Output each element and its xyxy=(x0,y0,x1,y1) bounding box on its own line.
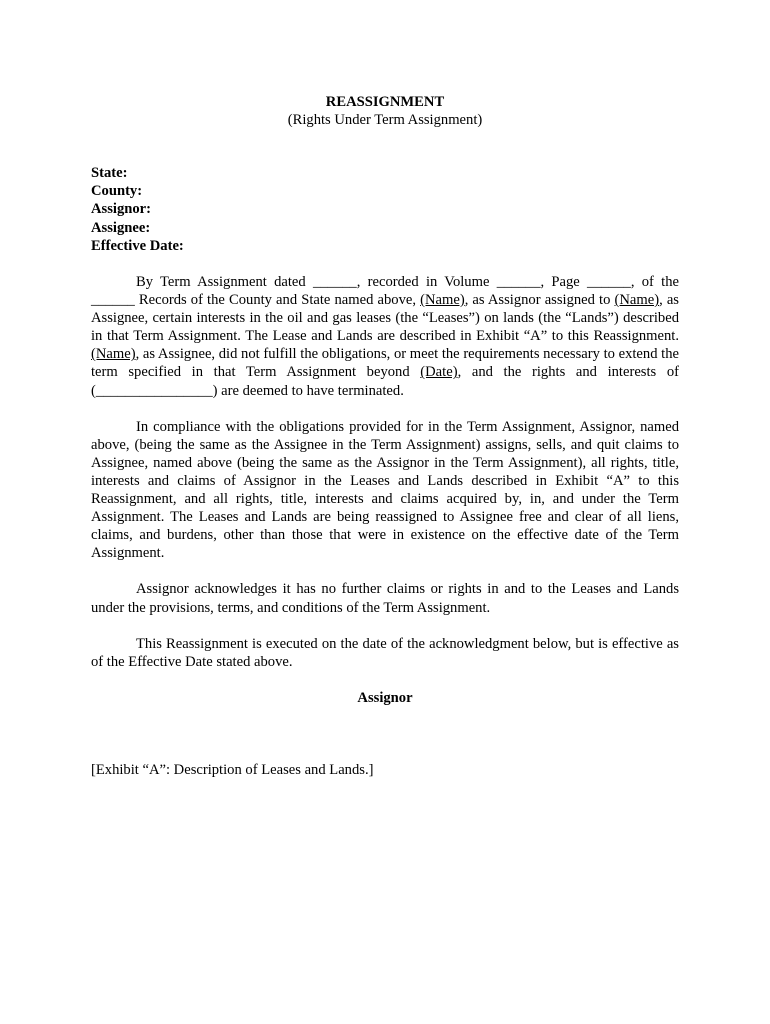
p1-text-3: , as Assignee, certain interests in the oil and gas leases (the “Leases”) on lands (the “Lands”) described in that Term Assignment. The Lease and Lands are described in Exhibit “A” to this Reassignment. xyxy=(91,292,679,345)
p1-text-2: , as Assignor assigned to xyxy=(464,292,615,309)
field-assignee: Assignee: xyxy=(91,219,151,236)
document-page xyxy=(91,93,679,793)
field-state: State: xyxy=(91,165,128,181)
p1-text-1: By Term Assignment dated ______, recorded in Volume ______, Page ______, of the ______ Records of the County and State named above, xyxy=(91,274,679,309)
p1-text-5: , and the rights and interests of (________________) are deemed to have terminated. xyxy=(91,364,679,399)
exhibit-note: [Exhibit “A”: Description of Leases and Lands.] xyxy=(91,761,374,778)
field-assignor: Assignor: xyxy=(91,201,151,218)
assignor-name-placeholder: (Name) xyxy=(420,292,465,309)
field-county: County: xyxy=(91,183,143,200)
document-subtitle: (Rights Under Term Assignment) xyxy=(287,112,483,128)
paragraph-acknowledgement: Assignor acknowledges it has no further claims or rights in and to the Leases and Lands under the provisions, terms, and conditions of the Term Assignment. xyxy=(91,581,679,616)
field-effective-date: Effective Date: xyxy=(91,237,184,254)
header-fields xyxy=(91,164,679,255)
paragraph-term-assignment xyxy=(91,273,679,400)
paragraph-compliance: In compliance with the obligations provided for in the Term Assignment, Assignor, named above, (being the same as the Assignee in the Term Assignment) assigns, sells, and quit claims to Assignee, named above (being the same as the Assignor in the Term Assignment), all rights, title, interests and claims of Assignor in the Leases and Lands described in Exhibit “A” to this Reassignment, and all rights, title, interests and claims acquired by, in, and under the Term Assignment. The Leases and Lands are being reassigned to Assignee free and clear of all liens, claims, and burdens, other than those that were in existence on the effective date of the Term Assignment. xyxy=(91,418,679,562)
assignee-name-placeholder-2: (Name) xyxy=(91,346,136,363)
paragraph-execution: This Reassignment is executed on the date of the acknowledgment below, but is effective as of the Effective Date stated above. xyxy=(91,635,679,670)
p1-text-4: , as Assignee, did not fulfill the obligations, or meet the requirements necessary to extend the term specified in that Term Assignment beyond xyxy=(91,346,679,381)
document-title: REASSIGNMENT xyxy=(325,94,445,110)
date-placeholder: (Date) xyxy=(420,364,458,381)
assignee-name-placeholder: (Name) xyxy=(614,292,660,309)
signature-label: Assignor xyxy=(357,689,413,706)
